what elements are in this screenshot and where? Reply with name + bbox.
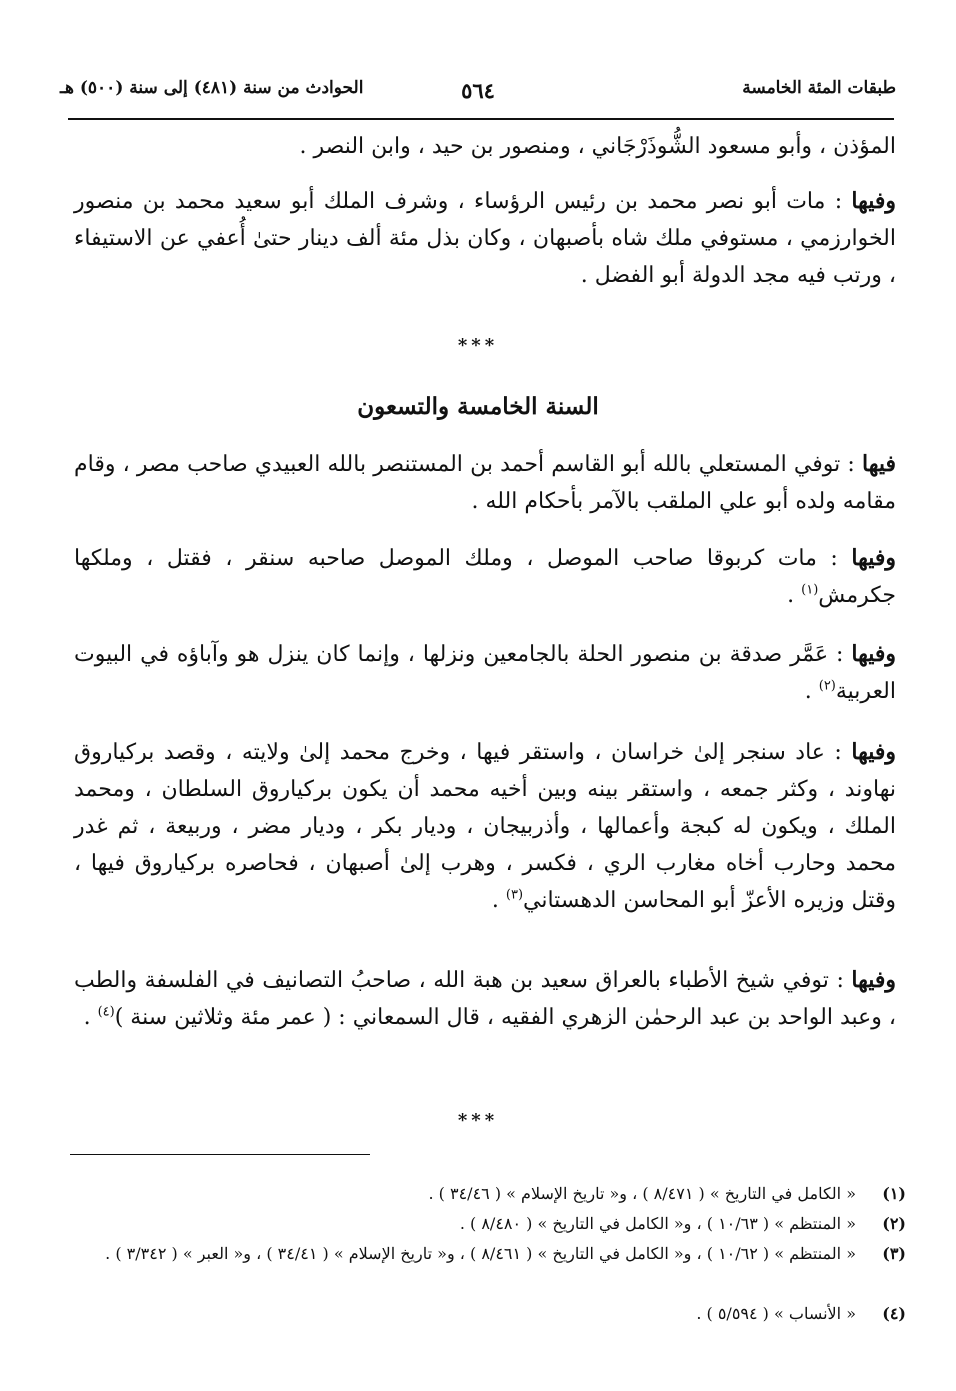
paragraph-text: : توفي المستعلي بالله أبو القاسم أحمد بن المستنصر بالله العبيدي صاحب مصر ، وقام مقامه ولده أبو علي الملقب بالآمر بأحكام الله . xyxy=(74,452,896,514)
paragraph-3 xyxy=(74,540,896,614)
paragraph-lead: فيها xyxy=(862,451,896,477)
paragraph-text: : عاد سنجر إلىٰ خراسان ، واستقر فيها ، وخرج محمد إلىٰ ولايته ، وقصد بركياروق نهاوند ، وكثر جمعه ، واستقر بينه وبين أخيه محمد أن يكون بركياروق السلطان ، ومحمد الملك ، ويكون له كبجة وأعمالها ، وأذربيجان ، وديار بكر ، وديار مضر ، وربيعة ، ثم غدر محمد وحارب أخاه مغارب الري ، فكسر ، وهرب إلىٰ أصبهان ، فحاصره بركياروق فيها ، وقتل وزيره الأعزّ أبو المحاسن الدهستاني xyxy=(74,740,896,913)
footnote-ref: (٤) xyxy=(97,1004,115,1020)
paragraph-text: : مات كربوقا صاحب الموصل ، وملك الموصل صاحبه سنقر ، فقتل ، وملكها جكرمش xyxy=(74,546,896,608)
paragraph-6 xyxy=(74,962,896,1036)
paragraph-lead: وفيها xyxy=(851,967,896,993)
footnote-text: « المنتظم » ( ١٠/٦٢ ) ، و« الكامل في التاريخ » ( ٨/٤٦١ ) ، و« تاريخ الإسلام » ( ٣٤/٤١ ) ، و« العبر » ( ٣/٣٤٢ ) . xyxy=(105,1244,856,1263)
paragraph-1 xyxy=(74,183,896,294)
footnote-number: (٣) xyxy=(882,1244,906,1263)
footnote-text: « الأنساب » ( ٥/٥٩٤ ) . xyxy=(696,1304,856,1323)
footnote-ref: (١) xyxy=(801,582,819,598)
footnote-text: « الكامل في التاريخ » ( ٨/٤٧١ ) ، و« تاريخ الإسلام » ( ٣٤/٤٦ ) . xyxy=(428,1184,856,1203)
paragraph-end: . xyxy=(491,888,506,913)
paragraph-text: : مات أبو نصر محمد بن رئيس الرؤساء ، وشرف الملك أبو سعيد محمد بن منصور الخوارزمي ، مستوفي ملك شاه بأصبهان ، وكان بذل مئة ألف دينار حتىٰ أُعفي عن الاستيفاء ، ورتب فيه مجد الدولة أبو الفضل . xyxy=(74,189,896,288)
paragraph-text: : عَمَّر صدقة بن منصور الحلة بالجامعين ونزلها ، وإنما كان ينزل هو وآباؤه في البيوت العربية xyxy=(74,642,896,704)
footnote-3 xyxy=(74,1240,906,1267)
paragraph-text: : توفي شيخ الأطباء بالعراق سعيد بن هبة الله ، صاحبُ التصانيف في الفلسفة والطب ، وعبد الواحد بن عبد الرحمٰن الزهري الفقيه ، قال السمعاني : ( عمر مئة وثلاثين سنة ) xyxy=(74,968,896,1030)
paragraph-lead: وفيها xyxy=(851,641,896,667)
paragraph-2 xyxy=(74,446,896,520)
footnote-1 xyxy=(74,1180,906,1207)
footnote-text: « المنتظم » ( ١٠/٦٣ ) ، و« الكامل في التاريخ » ( ٨/٤٨٠ ) . xyxy=(459,1214,856,1233)
paragraph-5 xyxy=(74,734,896,919)
section-separator: *** xyxy=(457,1110,499,1131)
paragraph-4 xyxy=(74,636,896,710)
paragraph-continued xyxy=(74,128,896,165)
header-rule xyxy=(68,118,894,120)
header-section-title: الحوادث من سنة (٤٨١) إلى سنة (٥٠٠) هـ xyxy=(60,78,364,98)
footnote-number: (١) xyxy=(882,1184,906,1203)
footnote-number: (٢) xyxy=(882,1214,906,1233)
paragraph-end: . xyxy=(787,583,802,608)
section-separator: *** xyxy=(457,335,499,356)
footnote-ref: (٣) xyxy=(505,887,524,903)
section-heading: السنة الخامسة والتسعون xyxy=(357,393,599,420)
paragraph-text: المؤذن ، وأبو مسعود الشُّوذَرْجَاني ، ومنصور بن حيد ، وابن النصر . xyxy=(299,134,896,159)
page-number: ٥٦٤ xyxy=(461,78,495,103)
paragraph-lead: وفيها xyxy=(851,739,896,765)
paragraph-end: . xyxy=(804,679,819,704)
footnote-2 xyxy=(74,1210,906,1237)
footnote-rule xyxy=(70,1154,370,1155)
running-header xyxy=(60,78,896,108)
footnote-4 xyxy=(74,1300,906,1327)
header-book-title: طبقات المئة الخامسة xyxy=(742,78,896,98)
footnote-number: (٤) xyxy=(882,1304,906,1323)
paragraph-end: . xyxy=(83,1005,98,1030)
footnote-ref: (٢) xyxy=(818,678,836,694)
paragraph-lead: وفيها xyxy=(851,545,896,571)
paragraph-lead: وفيها xyxy=(851,188,896,214)
